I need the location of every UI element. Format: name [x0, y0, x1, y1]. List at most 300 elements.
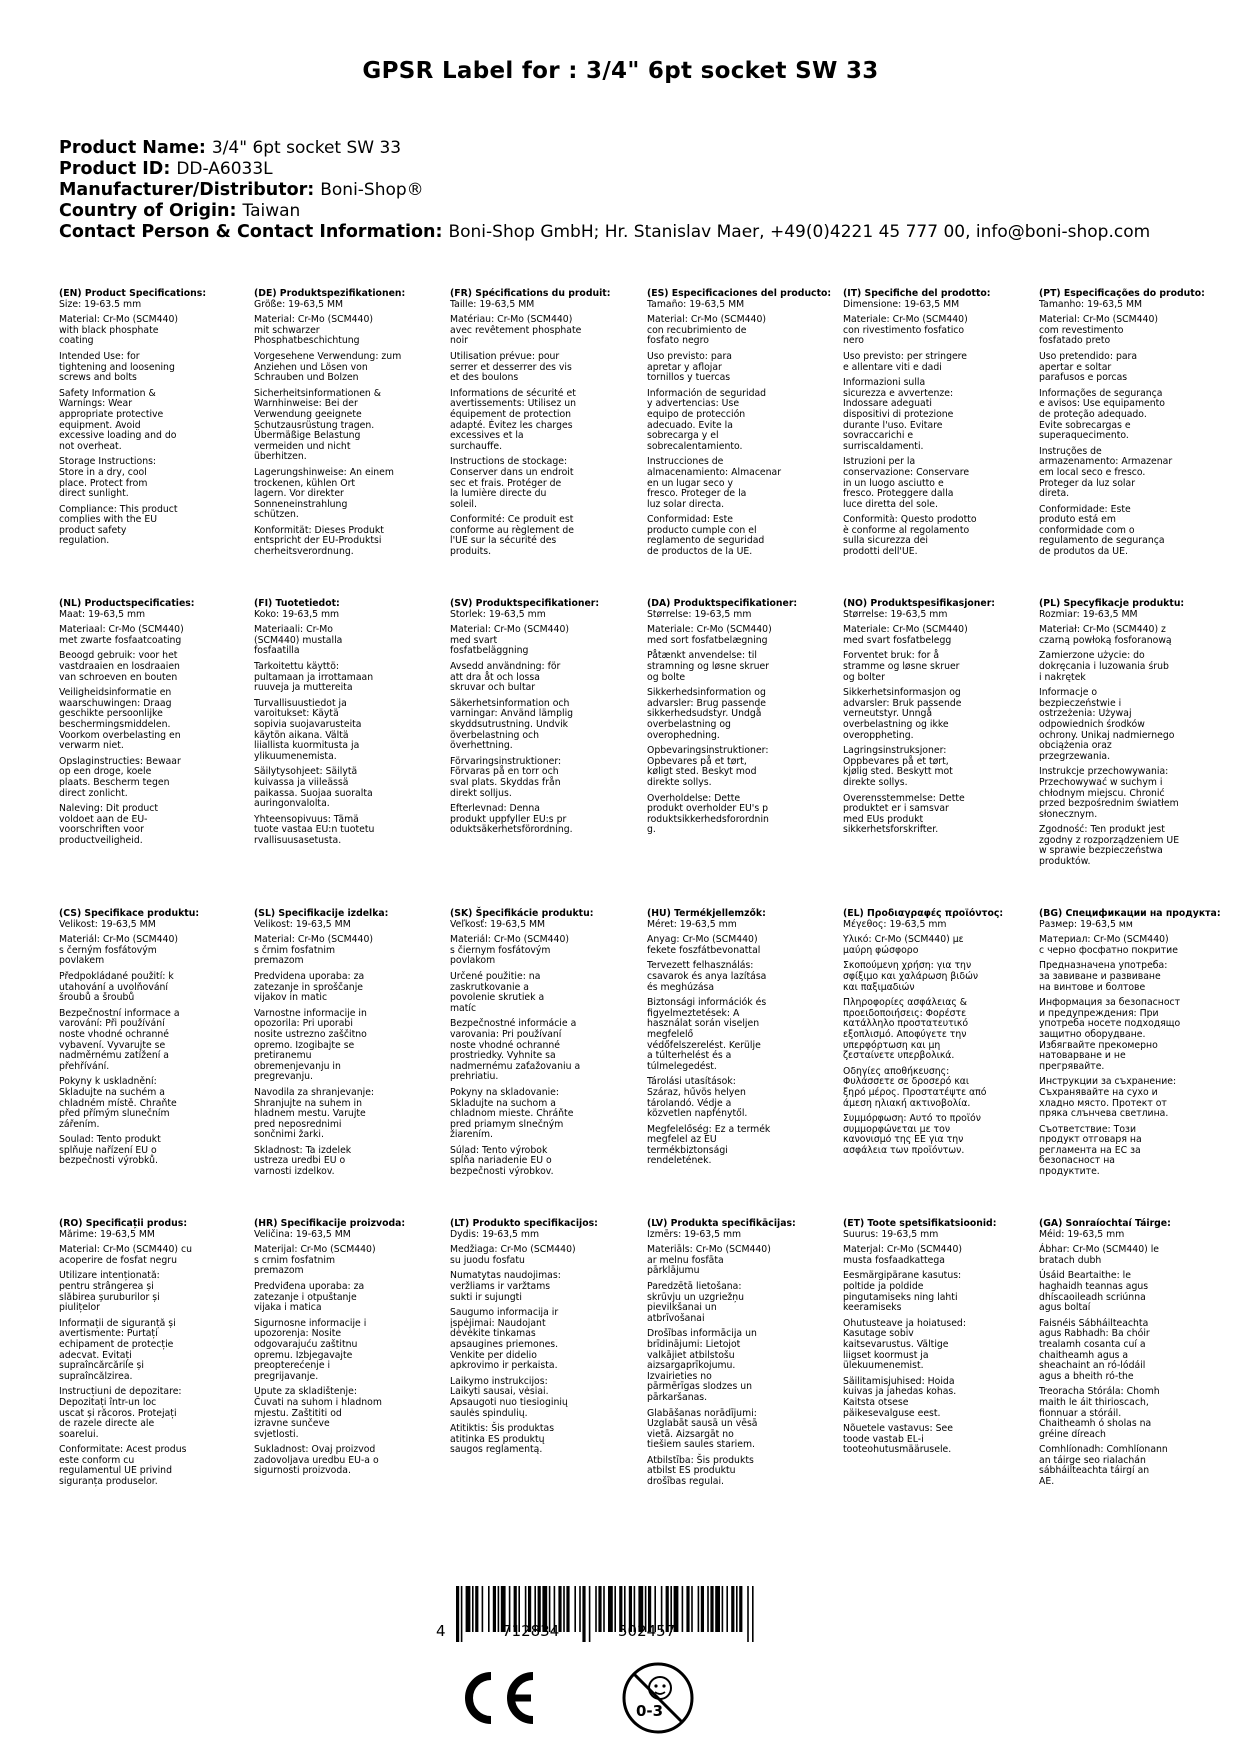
- spec-line: υπερφόρτωση και μη: [843, 1039, 941, 1051]
- spec-line: produkt overholder EU's p: [647, 803, 769, 815]
- spec-line: surriscaldamenti.: [843, 440, 924, 452]
- spec-line: w sprawie bezpieczeństwa: [1039, 845, 1163, 857]
- spec-line: varoitukset: Käytä: [254, 708, 339, 720]
- spec-line: Sicherheitsinformationen &: [254, 387, 382, 399]
- spec-line: Zamierzone użycie: do: [1039, 650, 1145, 662]
- spec-line: sábháilteachta táirgí an: [1039, 1465, 1150, 1477]
- spec-line: Proteger da luz solar: [1039, 477, 1136, 489]
- spec-line: Πληροφορίες ασφάλειας &: [843, 997, 968, 1009]
- spec-line: fosfaatilla: [254, 645, 300, 657]
- spec-line: Material: Cr-Mo (SCM440): [647, 314, 767, 326]
- spec-line: direkte sollys.: [647, 776, 712, 788]
- spec-line: vybavení. Vyvarujte se: [59, 1039, 166, 1051]
- spec-line: Voorkom overbelasting en: [59, 729, 181, 741]
- spec-line: com revestimento: [1039, 324, 1124, 336]
- spec-line: de razele directe ale: [59, 1418, 155, 1430]
- spec-line: Laikymo instrukcijos:: [450, 1375, 548, 1387]
- barcode-bar: [715, 1586, 720, 1632]
- spec-line: direct sunlight.: [59, 488, 129, 500]
- barcode-bar: [589, 1586, 591, 1642]
- spec-line: entspricht der EU-Produktsi: [254, 535, 382, 547]
- spec-line: Schrauben und Bolzen: [254, 372, 359, 384]
- spec-line: bratach dubh: [1039, 1254, 1102, 1266]
- spec-line: opozorila: Pri uporabi: [254, 1018, 353, 1030]
- spec-line: gréine díreach: [1039, 1428, 1106, 1440]
- spec-line: Yhteensopivuus: Tämä: [254, 813, 359, 825]
- spec-line: Verwendung geeignete: [254, 408, 362, 420]
- spec-line: Påtænkt anvendelse: til: [647, 650, 757, 662]
- spec-line: Konformität: Dieses Produkt: [254, 524, 384, 536]
- spec-line: Förvaras på en torr och: [450, 766, 559, 778]
- spec-line: Úsáid Beartaithe: le: [1039, 1270, 1131, 1282]
- spec-line: noir: [450, 335, 468, 347]
- ce-mark-icon: [451, 1668, 541, 1728]
- spec-line: overophedning.: [647, 729, 720, 741]
- spec-line: fosfatado preto: [1039, 335, 1111, 347]
- spec-line: Chaitheamh ó sholas na: [1039, 1418, 1152, 1430]
- spec-line: sobrecarga y el: [647, 430, 719, 442]
- spec-line: fekete foszfátbevonattal: [647, 944, 761, 956]
- spec-line: coating: [59, 335, 94, 347]
- spec-line: producto cumple con el: [647, 524, 757, 536]
- spec-line: obremenjevanju in: [254, 1060, 341, 1072]
- spec-line: skyddsutrustning. Undvik: [450, 718, 569, 730]
- spec-line: premazom: [254, 955, 304, 967]
- spec-line: προειδοποιήσεις: Φορέστε: [843, 1007, 967, 1019]
- spec-line: Förvaringsinstruktioner:: [450, 755, 562, 767]
- spec-line: bezpečnosti výrobkov.: [450, 1166, 554, 1178]
- spec-line: Treoracha Stórála: Chomh: [1039, 1386, 1160, 1398]
- spec-line: czarną powłoką fosforanową: [1039, 634, 1172, 646]
- spec-line: Paredzētā lietošana:: [647, 1280, 742, 1292]
- spec-line: Materijal: Cr-Mo (SCM440): [254, 1244, 376, 1256]
- spec-line: direkt solljus.: [450, 787, 512, 799]
- spec-line: Overensstemmelse: Dette: [843, 792, 965, 804]
- spec-line: la lumière directe du: [450, 488, 547, 500]
- spec-line: matíc: [450, 1002, 477, 1014]
- spec-line: varningar: Använd lämplig: [450, 708, 574, 720]
- spec-line: продуктите.: [1039, 1166, 1100, 1178]
- spec-heading: (NL) Productspecificaties:: [59, 598, 195, 609]
- spec-line: és meghúzása: [647, 981, 715, 993]
- spec-line: ar melnu fosfāta: [647, 1254, 724, 1266]
- spec-line: sovraccarichi e: [843, 430, 914, 442]
- spec-line: soleil.: [450, 498, 477, 510]
- spec-line: tiešiem saules stariem.: [647, 1439, 755, 1451]
- spec-line: Súlad: Tento výrobok: [450, 1144, 548, 1156]
- spec-line: roduktsikkerhedsforordnin: [647, 813, 769, 825]
- spec-heading: (HR) Specifikacije proizvoda:: [254, 1218, 406, 1229]
- spec-line: y advertencias: Use: [647, 398, 740, 410]
- manufacturer-value: Boni-Shop®: [320, 180, 424, 200]
- spec-line: køligt sted. Beskyt mod: [647, 766, 757, 778]
- spec-line: an táirge seo rialachán: [1039, 1454, 1146, 1466]
- spec-line: Informations de sécurité et: [450, 387, 576, 399]
- spec-line: před přímým slunečním: [59, 1108, 170, 1120]
- spec-line: Biztonsági információk és: [647, 997, 767, 1009]
- spec-line: preopterećenje i: [254, 1360, 331, 1372]
- spec-line: Faisnéis Sábháilteachta: [1039, 1317, 1149, 1329]
- spec-line: Warnhinweise: Bei der: [254, 398, 358, 410]
- spec-heading: (LV) Produkta specifikācijas:: [647, 1218, 796, 1229]
- spec-heading: (HU) Termékjellemzők:: [647, 908, 766, 919]
- barcode-bar: [686, 1586, 689, 1632]
- spec-line: brīdinājumi: Lietojot: [647, 1338, 741, 1350]
- spec-line: liiallista kuormitusta ja: [254, 740, 360, 752]
- spec-line: Storlek: 19-63,5 mm: [450, 608, 546, 620]
- spec-line: ochrony. Unikaj nadmiernego: [1039, 729, 1175, 741]
- barcode-bar: [472, 1586, 474, 1632]
- spec-block: [843, 289, 1033, 558]
- spec-line: Atbilstība: Šis produkts: [647, 1454, 754, 1466]
- spec-line: zaskrutkovanie a: [450, 981, 529, 993]
- page-title: GPSR Label for : 3/4" 6pt socket SW 33: [362, 58, 879, 84]
- spec-line: Izmērs: 19-63,5 mm: [647, 1228, 742, 1240]
- spec-heading: (PL) Specyfikacje produktu:: [1039, 598, 1185, 609]
- spec-line: csavarok és anya lazítása: [647, 970, 767, 982]
- spec-line: Sikkerhetsinformasjon og: [843, 687, 961, 699]
- spec-line: Velikost: 19-63,5 MM: [254, 918, 351, 930]
- spec-line: product safety: [59, 524, 127, 536]
- spec-line: Bezpečnostní informace a: [59, 1007, 180, 1019]
- product-id-value: DD-A6033L: [176, 159, 273, 179]
- spec-line: med EUs produkt: [843, 813, 924, 825]
- barcode-bar: [475, 1586, 478, 1632]
- barcode-bar: [456, 1586, 459, 1642]
- spec-line: chladném místě. Chraňte: [59, 1097, 177, 1109]
- spec-line: Sonneneinstrahlung: [254, 498, 348, 510]
- spec-line: натоварване и не: [1039, 1050, 1126, 1062]
- spec-line: Laikyti sausai, vėsiai.: [450, 1386, 549, 1398]
- spec-line: i nakrętek: [1039, 671, 1086, 683]
- spec-line: waarschuwingen: Draag: [59, 697, 172, 709]
- spec-line: pingutamiseks ning lahti: [843, 1291, 958, 1303]
- spec-line: figyelmeztetések: A: [647, 1007, 740, 1019]
- spec-line: s crnim fosfatnim: [254, 1254, 336, 1266]
- spec-line: with black phosphate: [59, 324, 159, 336]
- spec-line: de produtos da UE.: [1039, 546, 1128, 558]
- spec-heading: (PT) Especificações do produto:: [1039, 288, 1205, 299]
- spec-line: almacenamiento: Almacenar: [647, 466, 782, 478]
- spec-block: [647, 1219, 837, 1488]
- spec-line: Материал: Cr-Mo (SCM440): [1039, 934, 1169, 946]
- spec-line: cherheitsverordnung.: [254, 546, 354, 558]
- spec-line: Skladnost: Ta izdelek: [254, 1144, 352, 1156]
- spec-line: produits.: [450, 546, 492, 558]
- spec-line: trockenen, kühlen Ort: [254, 477, 356, 489]
- spec-heading: (SK) Špecifikácie produktu:: [450, 908, 594, 919]
- spec-line: odgovarajuću zaštitnu: [254, 1338, 358, 1350]
- spec-line: Υλικό: Cr-Mo (SCM440) με: [843, 934, 964, 946]
- spec-line: stramning og løsne skruer: [647, 660, 769, 672]
- spec-line: на винтове и болтове: [1039, 981, 1146, 993]
- spec-line: Upute za skladištenje:: [254, 1386, 357, 1398]
- spec-line: chaitheamh agus a: [1039, 1349, 1129, 1361]
- manufacturer-row: [59, 180, 1150, 201]
- spec-line: hladnem mestu. Varujte: [254, 1108, 366, 1120]
- spec-line: megfelel az EU: [647, 1134, 717, 1146]
- spec-heading: (FR) Spécifications du produit:: [450, 288, 611, 299]
- spec-line: Uzglabāt sausā un vēsā: [647, 1418, 758, 1430]
- spec-line: ylikuumenemista.: [254, 750, 337, 762]
- spec-line: Compliance: This product: [59, 503, 178, 515]
- spec-line: opremu. Izbjegavajte: [254, 1349, 353, 1361]
- spec-line: с черно фосфатно покритие: [1039, 944, 1178, 956]
- spec-line: pultamaan ja irrottamaan: [254, 671, 374, 683]
- spec-line: vijaka i matica: [254, 1302, 322, 1314]
- spec-block: [647, 909, 837, 1167]
- spec-line: equipo de protección: [647, 408, 746, 420]
- spec-line: a túlterhelést és a: [647, 1050, 732, 1062]
- spec-line: Instruções de: [1039, 445, 1102, 457]
- spec-line: sikkerhetsforskrifter.: [843, 824, 939, 836]
- spec-line: drošības regulai.: [647, 1476, 724, 1488]
- spec-line: regulamento de segurança: [1039, 535, 1165, 547]
- spec-block: [254, 599, 444, 846]
- spec-line: Medžiaga: Cr-Mo (SCM440): [450, 1244, 576, 1256]
- spec-line: med sort fosfatbelægning: [647, 634, 768, 646]
- spec-line: Material: Cr-Mo (SCM440): [254, 314, 374, 326]
- spec-line: регламента на ЕС за: [1039, 1144, 1141, 1156]
- spec-line: Ohutusteave ja hoiatused:: [843, 1317, 966, 1329]
- spec-line: Materiāls: Cr-Mo (SCM440): [647, 1244, 771, 1256]
- spec-line: Materiaali: Cr-Mo: [254, 624, 333, 636]
- spec-line: ustreza uredbi EU o: [254, 1155, 346, 1167]
- spec-line: sikkerhedsudstyr. Undgå: [647, 708, 762, 720]
- spec-line: valkājiet atbilstošu: [647, 1349, 735, 1361]
- spec-line: tooteohutusmäärusele.: [843, 1444, 952, 1456]
- spec-line: sicurezza e avvertenze:: [843, 387, 954, 399]
- spec-line: ασφάλεια των προϊόντων.: [843, 1144, 965, 1156]
- barcode-digit-first: 4: [436, 1622, 446, 1640]
- spec-line: Conserver dans un endroit: [450, 466, 574, 478]
- spec-line: Depozitați într-un loc: [59, 1396, 157, 1408]
- spec-line: appropriate protective: [59, 408, 164, 420]
- spec-line: Indossare adeguati: [843, 398, 932, 410]
- spec-line: pievilkšanai un: [647, 1302, 717, 1314]
- spec-block: [647, 599, 837, 836]
- spec-line: sheachaint an ró-lódáil: [1039, 1360, 1146, 1372]
- spec-line: sobrecalentamiento.: [647, 440, 743, 452]
- barcode-bar: [736, 1586, 738, 1632]
- spec-line: túlmelegedést.: [647, 1060, 717, 1072]
- spec-line: agus boltaí: [1039, 1302, 1091, 1314]
- spec-line: nadmernému zaťažovaniu a: [450, 1060, 581, 1072]
- spec-line: Safety Information &: [59, 387, 156, 399]
- spec-line: apretar y aflojar: [647, 361, 722, 373]
- spec-line: skruvar och bultar: [450, 682, 536, 694]
- spec-line: atbrīvošanai: [647, 1312, 705, 1324]
- spec-line: Tarkoitettu käyttö:: [254, 660, 340, 672]
- spec-block: [59, 599, 249, 846]
- spec-line: pregrevanju.: [254, 1071, 313, 1083]
- spec-line: mit schwarzer: [254, 324, 320, 336]
- spec-line: Οδηγίες αποθήκευσης:: [843, 1065, 950, 1077]
- spec-line: de productos de la UE.: [647, 546, 753, 558]
- spec-line: opremo. Izogibajte se: [254, 1039, 355, 1051]
- spec-line: l'UE sur la sécurité des: [450, 535, 557, 547]
- spec-line: Инструкции за съхранение:: [1039, 1076, 1177, 1088]
- spec-line: plaats. Bescherm tegen: [59, 776, 170, 788]
- spec-line: direct zonlicht.: [59, 787, 128, 799]
- spec-line: advarsler: Bruk passende: [843, 697, 962, 709]
- spec-line: équipement de protection: [450, 408, 572, 420]
- barcode-bar: [574, 1586, 576, 1632]
- spec-line: Venkite per didelio: [450, 1349, 537, 1361]
- spec-line: хладно място. Протект от: [1039, 1097, 1167, 1109]
- spec-line: Conformidade: Este: [1039, 503, 1131, 515]
- spec-line: chladnom mieste. Chráňte: [450, 1108, 574, 1120]
- spec-line: op een droge, koele: [59, 766, 152, 778]
- spec-line: adecuado. Evite la: [647, 419, 733, 431]
- spec-line: Sigurnosne informacije i: [254, 1317, 367, 1329]
- spec-line: Száraz, hűvös helyen: [647, 1086, 746, 1098]
- spec-line: Säilytysohjeet: Säilytä: [254, 766, 358, 778]
- spec-line: pārklājumu: [647, 1265, 700, 1277]
- spec-line: sulla sicurezza dei: [843, 535, 928, 547]
- spec-heading: (ES) Especificaciones del producto:: [647, 288, 832, 299]
- spec-line: equipment. Avoid: [59, 419, 141, 431]
- spec-line: Nõuetele vastavus: See: [843, 1423, 953, 1435]
- spec-line: överhettning.: [450, 740, 513, 752]
- spec-line: ostrzeżenia: Używaj: [1039, 708, 1132, 720]
- spec-line: Oppbevares på et tørt,: [843, 755, 949, 767]
- spec-line: luce diretta del sole.: [843, 498, 938, 510]
- spec-line: este conform cu: [59, 1454, 135, 1466]
- barcode-bar: [608, 1586, 613, 1632]
- spec-line: Matériau: Cr-Mo (SCM440): [450, 314, 573, 326]
- spec-line: Materjal: Cr-Mo (SCM440): [843, 1244, 963, 1256]
- spec-line: Evite sobrecargas e: [1039, 419, 1131, 431]
- spec-heading: (FI) Tuotetiedot:: [254, 598, 340, 609]
- spec-line: kaitsevarustus. Vältige: [843, 1338, 949, 1350]
- spec-line: Veľkosť: 19-63,5 MM: [450, 918, 546, 930]
- spec-line: Materiale: Cr-Mo (SCM440): [647, 624, 772, 636]
- spec-line: överbelastning och: [450, 729, 540, 741]
- spec-line: lagern. Vor direkter: [254, 488, 344, 500]
- barcode-bar: [498, 1586, 500, 1632]
- spec-line: supraîncărcările și: [59, 1360, 144, 1372]
- spec-line: ξηρό μέρος. Προστατέψτε από: [843, 1086, 987, 1098]
- spec-block: [450, 909, 640, 1178]
- spec-line: s černým fosfátovým: [59, 944, 157, 956]
- spec-line: Størrelse: 19-63,5 mm: [843, 608, 948, 620]
- spec-line: in un luogo asciutto e: [843, 477, 944, 489]
- spec-line: fosfatbeläggning: [450, 645, 529, 657]
- spec-line: Storage Instructions:: [59, 456, 157, 468]
- spec-line: s črnim fosfatnim: [254, 944, 336, 956]
- spec-line: rvallisuusasetusta.: [254, 834, 342, 846]
- barcode-bar: [701, 1586, 704, 1632]
- spec-line: og bolte: [647, 671, 686, 683]
- spec-line: keeramiseks: [843, 1302, 902, 1314]
- contact-row: [59, 222, 1150, 243]
- spec-line: Maat: 19-63,5 mm: [59, 608, 146, 620]
- barcode-bar: [752, 1586, 754, 1642]
- spec-line: Φυλάσσετε σε δροσερό και: [843, 1076, 970, 1088]
- spec-line: ülekuumenemist.: [843, 1360, 924, 1372]
- spec-line: Kaitsta otsese: [843, 1396, 909, 1408]
- spec-line: продукт отговаря на: [1039, 1134, 1142, 1146]
- spec-line: verneutstyr. Unngå: [843, 708, 933, 720]
- spec-line: Tárolási utasítások:: [647, 1076, 736, 1088]
- barcode-bar: [482, 1586, 484, 1632]
- product-name-label: Product Name:: [59, 138, 206, 158]
- spec-line: Tervezett felhasználás:: [647, 960, 754, 972]
- spec-line: advarsler: Brug passende: [647, 697, 766, 709]
- spec-line: σφίξιμο και χαλάρωση βιδών: [843, 970, 979, 982]
- spec-line: surchauffe.: [450, 440, 503, 452]
- spec-line: Übermäßige Belastung: [254, 430, 361, 442]
- spec-line: überhitzen.: [254, 451, 307, 463]
- spec-line: Sukladnost: Ovaj proizvod: [254, 1444, 376, 1456]
- barcode-bars: [436, 1586, 756, 1642]
- spec-line: Instrukcje przechowywania:: [1039, 766, 1169, 778]
- spec-line: Informacje o: [1039, 687, 1098, 699]
- spec-line: overbelastning og: [647, 718, 731, 730]
- spec-line: povolenie skrutiek a: [450, 992, 545, 1004]
- barcode-bar: [466, 1586, 471, 1632]
- spec-line: Przechowywać w suchym i: [1039, 776, 1163, 788]
- spec-line: splňuje nařízení EU o: [59, 1144, 157, 1156]
- barcode-bar: [461, 1586, 463, 1642]
- spec-line: direkte sollys.: [843, 776, 908, 788]
- spec-heading: (EL) Προδιαγραφές προϊόντος:: [843, 908, 1004, 919]
- spec-line: Méret: 19-63,5 mm: [647, 918, 737, 930]
- spec-line: rendeletének.: [647, 1155, 712, 1167]
- spec-line: avertissements: Utilisez un: [450, 398, 577, 410]
- spec-line: overbelastning og ikke: [843, 718, 949, 730]
- spec-line: veržliams ir varžtams: [450, 1280, 551, 1292]
- spec-line: premazom: [254, 1265, 304, 1277]
- spec-line: Méid: 19-63,5 mm: [1039, 1228, 1125, 1240]
- spec-line: sukti ir sujungti: [450, 1291, 522, 1303]
- spec-line: Größe: 19-63,5 MM: [254, 298, 344, 310]
- spec-line: pred neposrednimi: [254, 1118, 342, 1130]
- spec-line: Predvidena uporaba: za: [254, 970, 365, 982]
- spec-line: fresco. Proteggere dalla: [843, 488, 954, 500]
- spec-line: chłodnym miejscu. Chronić: [1039, 787, 1165, 799]
- spec-line: durante l'uso. Evitare: [843, 419, 943, 431]
- spec-line: Phosphatbeschichtung: [254, 335, 360, 347]
- spec-line: Istruzioni per la: [843, 456, 916, 468]
- spec-line: geschikte persoonlijke: [59, 708, 163, 720]
- spec-line: pārkaršanas.: [647, 1391, 708, 1403]
- spec-line: Turvallisuustiedot ja: [254, 697, 347, 709]
- spec-line: Utilizare intenționată:: [59, 1270, 160, 1282]
- spec-line: Atitiktis: Šis produktas: [450, 1423, 555, 1435]
- spec-line: Kasutage sobiv: [843, 1328, 914, 1340]
- spec-line: nero: [843, 335, 864, 347]
- spec-line: Opslaginstructies: Bewaar: [59, 755, 181, 767]
- spec-line: Información de seguridad: [647, 387, 767, 399]
- spec-heading: (LT) Produkto specifikacijos:: [450, 1218, 598, 1229]
- spec-line: Suurus: 19-63,5 mm: [843, 1228, 939, 1240]
- spec-line: zatezanje in sproščanje: [254, 981, 363, 993]
- spec-line: Rozmiar: 19-63,5 MM: [1039, 608, 1138, 620]
- spec-line: Predviđena uporaba: za: [254, 1280, 365, 1292]
- spec-line: apkrovimo ir perkaista.: [450, 1360, 558, 1372]
- spec-line: Megfelelőség: Ez a termék: [647, 1123, 771, 1135]
- barcode-bar: [488, 1586, 490, 1632]
- barcode-bar: [707, 1586, 709, 1632]
- spec-line: Naleving: Dit product: [59, 803, 159, 815]
- spec-line: povlakom: [450, 955, 496, 967]
- spec-line: dispositivi di protezione: [843, 408, 954, 420]
- spec-line: fosfato negro: [647, 335, 709, 347]
- spec-line: g.: [647, 824, 656, 836]
- spec-line: superaquecimento.: [1039, 430, 1129, 442]
